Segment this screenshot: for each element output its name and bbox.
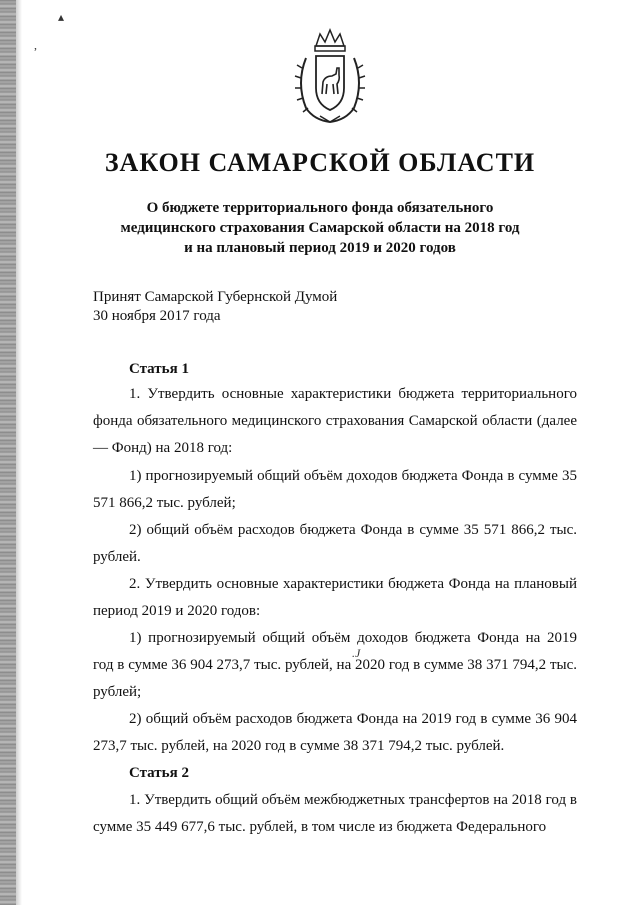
subtitle-line: медицинского страхования Самарской области на 2018 год: [120, 220, 520, 236]
adoption-date: 30 ноября 2017 года: [93, 308, 221, 324]
article-1-heading: Статья 1: [129, 361, 189, 377]
scan-edge: [0, 0, 16, 905]
scan-speck: ,: [34, 38, 37, 52]
article-1-item-2-2: 2) общий объём расходов бюджета Фонда на 2019 год в сумме 36 904 273,7 тыс. рублей, на 2020 год в сумме 38 371 794,2 тыс. рублей.: [93, 711, 577, 754]
handwritten-mark: .J: [352, 646, 361, 660]
adoption-line: Принят Самарской Губернской Думой: [93, 289, 338, 305]
scan-speck: ▴: [58, 10, 65, 24]
law-subtitle: [0, 198, 640, 258]
adoption-note: [93, 288, 337, 326]
law-title: ЗАКОН САМАРСКОЙ ОБЛАСТИ: [104, 148, 536, 177]
article-1-paragraph-1: 1. Утвердить основные характеристики бюджета территориального фонда обязательного медицинского страхования Самарской области (далее — Фонд) на 2018 год:: [93, 386, 577, 456]
article-1-item-2-1: 1) прогнозируемый общий объём доходов бюджета Фонда на 2019 год в сумме 36 904 273,7 тыс. рублей, на 2020 год в сумме 38 371 794,2 тыс. рублей;: [93, 630, 577, 700]
article-1-item-1-2: 2) общий объём расходов бюджета Фонда в сумме 35 571 866,2 тыс. рублей.: [93, 522, 577, 565]
coat-of-arms-icon: [292, 28, 368, 126]
scan-shadow: [16, 0, 22, 905]
article-2-paragraph-1: 1. Утвердить общий объём межбюджетных трансфертов на 2018 год в сумме 35 449 677,6 тыс. рублей, в том числе из бюджета Федерального: [93, 792, 577, 835]
article-1-paragraph-2: 2. Утвердить основные характеристики бюджета Фонда на плановый период 2019 и 2020 годов:: [93, 576, 577, 619]
subtitle-line: О бюджете территориального фонда обязательного: [146, 200, 494, 216]
article-1-item-1-1: 1) прогнозируемый общий объём доходов бюджета Фонда в сумме 35 571 866,2 тыс. рублей;: [93, 468, 577, 511]
subtitle-line: и на плановый период 2019 и 2020 годов: [184, 240, 456, 256]
article-2-heading: Статья 2: [129, 765, 189, 781]
